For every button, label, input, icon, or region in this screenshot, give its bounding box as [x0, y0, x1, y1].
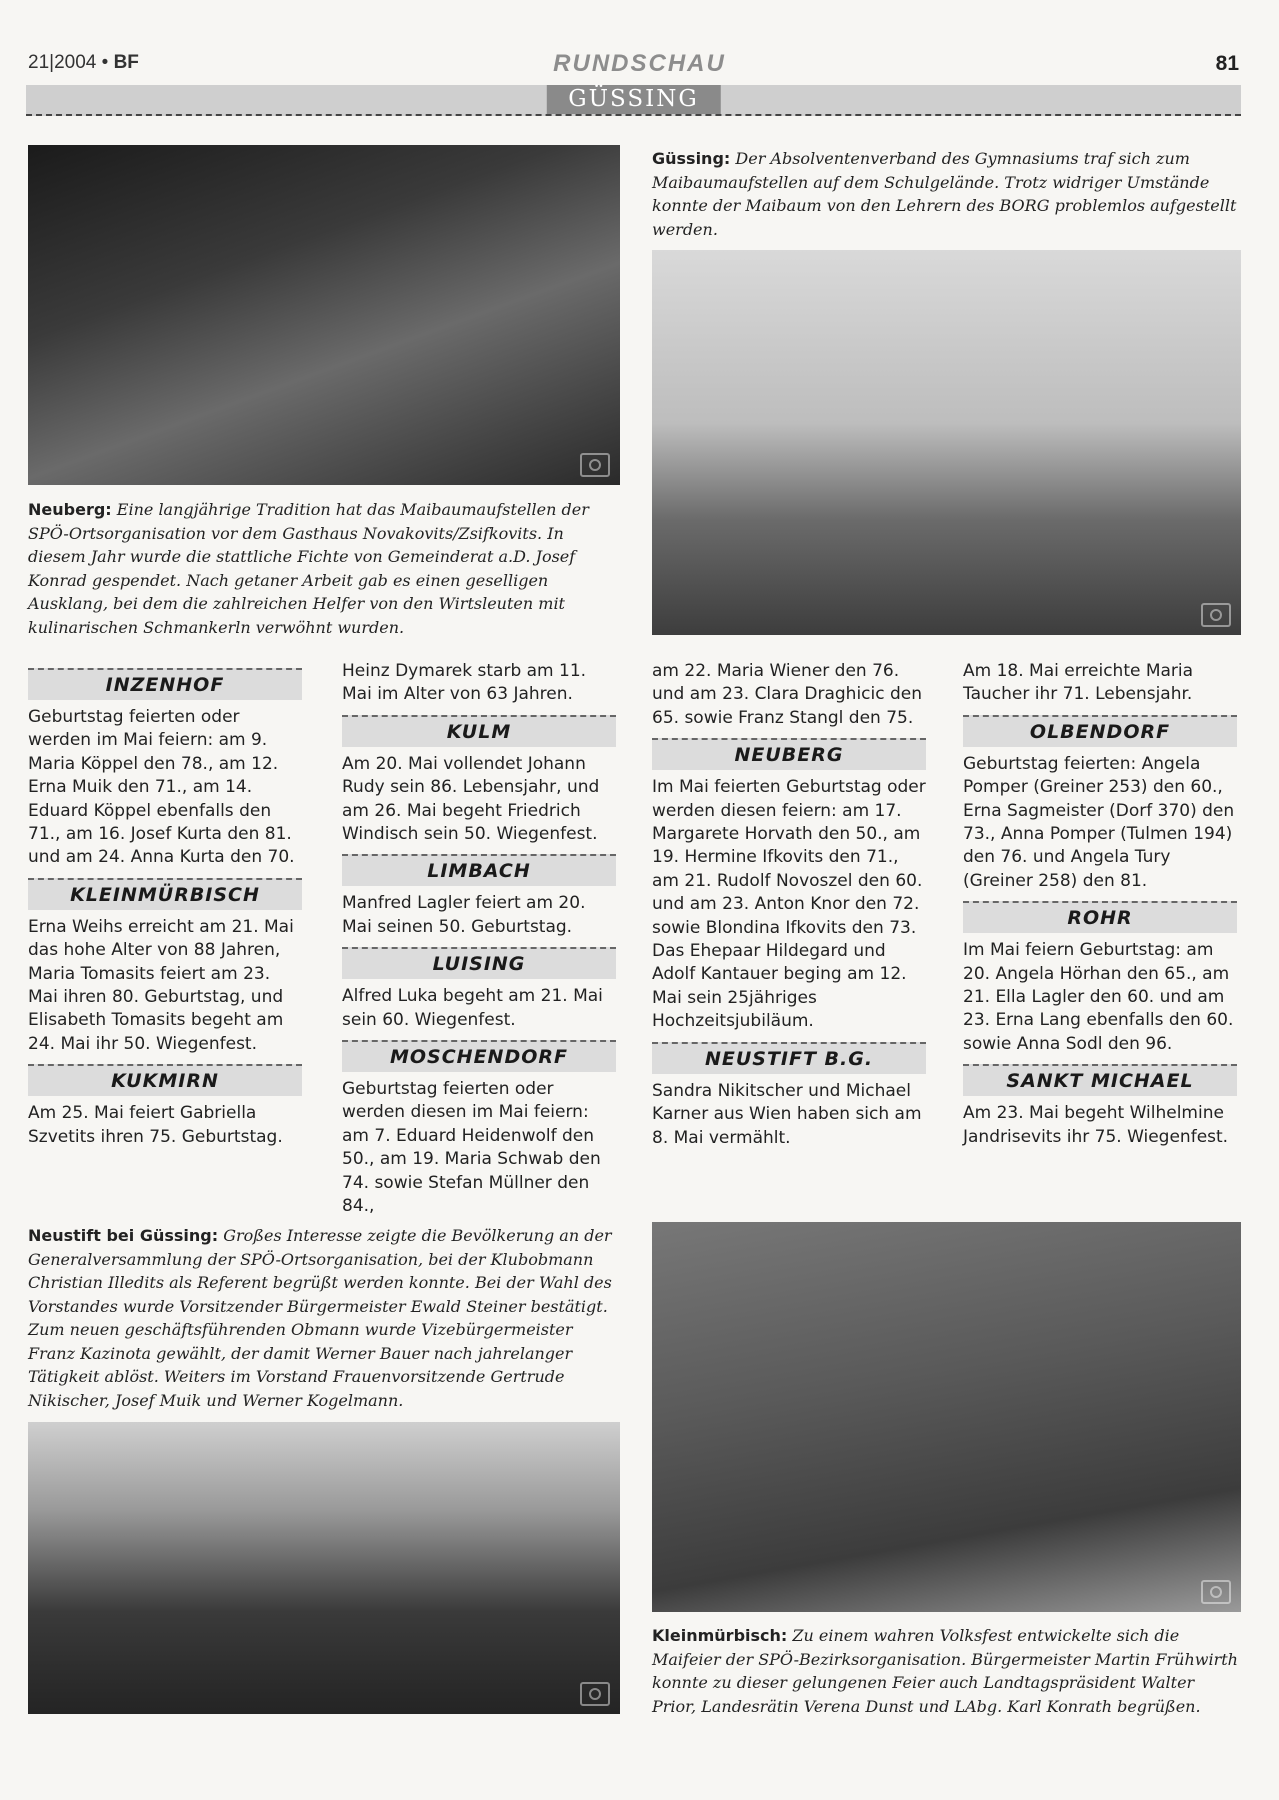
page-number: 81 [1215, 52, 1239, 75]
caption-text: Großes Interesse zeigte die Bevölkerung an der Generalversammlung der SPÖ-Ortsorganisation, bei der Klubobmann Christian Illedits als Referent begrüßt werden konnte. Bei der Wahl des Vorstandes wurde Vorsitzender Bürgermeister Ewald Steiner bestätigt. Zum neuen geschäftsführenden Obmann wurde Vizebürgermeister Franz Kazinota gewählt, der damit Werner Bauer nach jahrelanger Tätigkeit ablöst. Weiters im Vorstand Frauenvorsitzende Gertrude Nikischer, Josef Muik und Werner Kogelmann. [28, 1226, 612, 1410]
section-text-olbendorf: Geburtstag feierten: Angela Pomper (Greiner 253) den 60., Erna Sagmeister (Dorf 370) den 73., Anna Pomper (Tulmen 194) den 76. und Angela Tury (Greiner 258) den 81. [963, 753, 1235, 891]
photo-icon [1201, 603, 1231, 627]
section-text-luising: Alfred Luka begeht am 21. Mai sein 60. Wiegenfest. [342, 986, 603, 1030]
section-heading-neuberg: NEUBERG [652, 738, 926, 770]
section-text-kleinmuerbisch: Erna Weihs erreicht am 21. Mai das hohe Alter von 88 Jahren, Maria Tomasits feiert am 23. Mai ihren 80. Geburtstag, und Elisabeth Tomasits begeht am 24. Mai ihr 50. Wiegenfest. [28, 916, 294, 1054]
photo-icon [580, 1682, 610, 1706]
region-title: GÜSSING [546, 85, 720, 114]
photo-icon [1201, 1580, 1231, 1604]
section-heading-kleinmuerbisch: KLEINMÜRBISCH [28, 878, 302, 910]
section-text-moschendorf: Geburtstag feierten oder werden diesen im Mai feiern: am 7. Eduard Heidenwolf den 50., am 19. Maria Schwab den 74. sowie Stefan Müllner den 84., [342, 1079, 601, 1217]
caption-neuberg [28, 498, 620, 639]
caption-text: Der Absolventenverband des Gymnasiums traf sich zum Maibaumaufstellen auf dem Schulgelände. Trotz widriger Umstände konnte der Maibaum von den Lehrern des BORG problemlos aufgestellt werden. [652, 149, 1237, 239]
section-text-neuberg: Im Mai feierten Geburtstag oder werden diesen feiern: am 17. Margarete Horvath den 50., am 19. Hermine Ifkovits den 71., am 21. Rudolf Novoszel den 60. und am 23. Anton Knor den 72. sowie Blondina Ifkovits den 73. [652, 777, 926, 938]
section-heading-kukmirn: KUKMIRN [28, 1064, 302, 1096]
section-heading-kulm: KULM [342, 715, 616, 747]
column-3 [652, 660, 926, 1150]
section-text-inzenhof: Geburtstag feierten oder werden im Mai feiern: am 9. Maria Köppel den 78., am 12. Erna Muik den 71., am 14. Eduard Köppel ebenfalls den 71., am 16. Josef Kurta den 81. und am 24. Anna Kurta den 70. [28, 707, 295, 868]
caption-lead: Kleinmürbisch: [652, 1626, 788, 1645]
section-heading-inzenhof: INZENHOF [28, 668, 302, 700]
column-1 [28, 660, 302, 1149]
section-text-limbach: Manfred Lagler feiert am 20. Mai seinen 50. Geburtstag. [342, 893, 586, 937]
photo-neuberg-maypole [28, 145, 620, 485]
photo-guessing-maypole [652, 250, 1241, 635]
section-text-neuberg-anniversary: Das Ehepaar Hildegard und Adolf Kantauer beging am 12. Mai sein 25jähriges Hochzeitsjubiläum. [652, 941, 907, 1032]
column-4 [963, 660, 1237, 1149]
continued-text: Heinz Dymarek starb am 11. Mai im Alter von 63 Jahren. [342, 661, 587, 705]
caption-lead: Güssing: [652, 149, 731, 168]
section-heading-olbendorf: OLBENDORF [963, 715, 1237, 747]
section-text-kulm: Am 20. Mai vollendet Johann Rudy sein 86. Lebensjahr, und am 26. Mai begeht Friedrich Windisch sein 50. Wiegenfest. [342, 753, 600, 845]
column-2 [342, 660, 616, 1219]
section-heading-moschendorf: MOSCHENDORF [342, 1040, 616, 1072]
photo-kleinmuerbisch-group [652, 1222, 1241, 1612]
section-heading-neustift: NEUSTIFT B.G. [652, 1042, 926, 1074]
issue-separator: • [101, 52, 109, 73]
section-heading-luising: LUISING [342, 947, 616, 979]
continued-text: Am 18. Mai erreichte Maria Taucher ihr 71. Lebensjahr. [963, 661, 1194, 705]
section-text-rohr: Im Mai feiern Geburtstag: am 20. Angela Hörhan den 65., am 21. Ella Lagler den 60. und am 23. Erna Lang ebenfalls den 60. sowie Anna Sodl den 96. [963, 940, 1234, 1054]
caption-text: Eine langjährige Tradition hat das Maibaumaufstellen der SPÖ-Ortsorganisation vor dem Gasthaus Novakovits/Zsifkovits. In diesem Jahr wurde die stattliche Fichte von Gemeinderat a.D. Josef Konrad gespendet. Nach getaner Arbeit gab es einen geselligen Ausklang, bei dem die zahlreichen Helfer von den Wirtsleuten mit kulinarischen Schmankerln verwöhnt wurden. [28, 500, 589, 637]
caption-neustift [28, 1224, 620, 1412]
caption-lead: Neuberg: [28, 500, 112, 519]
section-text-kukmirn: Am 25. Mai feiert Gabriella Szvetits ihren 75. Geburtstag. [28, 1103, 283, 1147]
issue-number: 21|2004 [28, 52, 97, 73]
photo-icon [580, 453, 610, 477]
section-title: RUNDSCHAU [553, 50, 726, 77]
section-heading-sanktmichael: SANKT MICHAEL [963, 1064, 1237, 1096]
section-text-sanktmichael: Am 23. Mai begeht Wilhelmine Jandrisevits ihr 75. Wiegenfest. [963, 1103, 1229, 1147]
caption-lead: Neustift bei Güssing: [28, 1226, 219, 1245]
caption-guessing [652, 147, 1241, 241]
section-text-neustift: Sandra Nikitscher und Michael Karner aus Wien haben sich am 8. Mai vermählt. [652, 1080, 922, 1148]
caption-text: Zu einem wahren Volksfest entwickelte sich die Maifeier der SPÖ-Bezirksorganisation. Bürgermeister Martin Frühwirth konnte zu dieser gelungenen Feier auch Landtagspräsident Walter Prior, Landesrätin Verena Dunst und LAbg. Karl Konrath begrüßen. [652, 1626, 1238, 1716]
photo-neustift-group [28, 1422, 620, 1714]
continued-text: am 22. Maria Wiener den 76. und am 23. Clara Draghicic den 65. sowie Franz Stangl den 75. [652, 661, 923, 728]
section-heading-rohr: ROHR [963, 901, 1237, 933]
region-band [26, 85, 1241, 116]
section-heading-limbach: LIMBACH [342, 854, 616, 886]
paper-name: BF [113, 52, 139, 73]
caption-kleinmuerbisch [652, 1624, 1241, 1718]
